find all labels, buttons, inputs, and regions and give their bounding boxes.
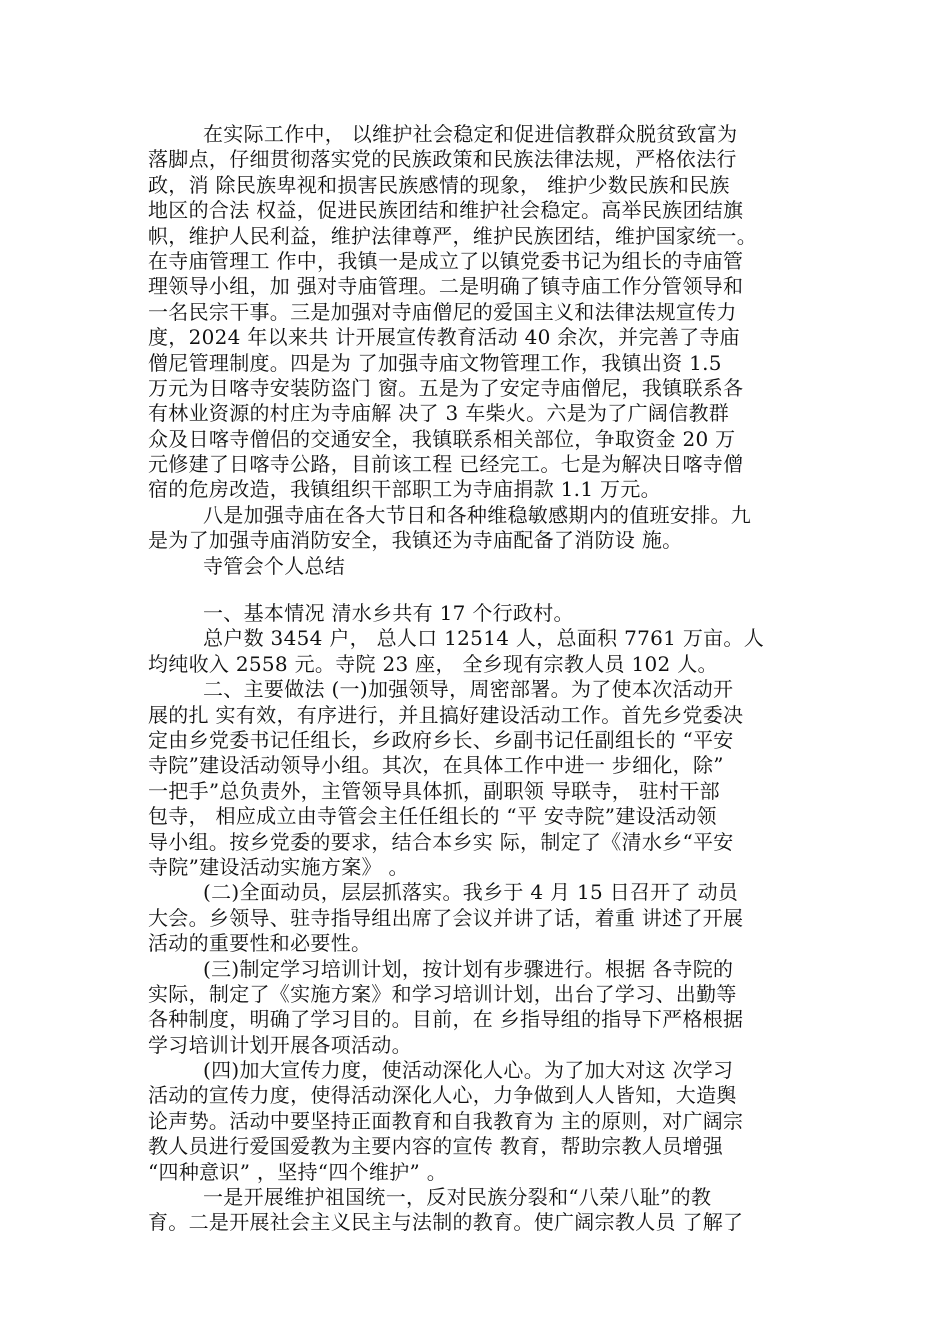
section-heading: 寺管会个人总结 (203, 553, 346, 578)
text-line: 寺院”建设活动实施方案》 。 (148, 854, 409, 879)
text-line: 众及日喀寺僧侣的交通安全，我镇联系相关部位，争取资金 20 万 (148, 426, 736, 451)
text-line: (三)制定学习培训计划，按计划有步骤进行。根据 各寺院的 (203, 956, 734, 981)
text-line: 总户数 3454 户， 总人口 12514 人，总面积 7761 万亩。人 (203, 626, 765, 651)
blank-line (148, 579, 838, 601)
text-line: (二)全面动员，层层抓落实。我乡于 4 月 15 日召开了 动员 (203, 880, 739, 905)
text-line: 活动的重要性和必要性。 (148, 931, 372, 956)
text-line: 理领导小组，加 强对寺庙管理。二是明确了镇寺庙工作分管领导和 (148, 274, 744, 299)
text-line: 均纯收入 2558 元。寺院 23 座， 全乡现有宗教人员 102 人。 (148, 651, 718, 676)
text-line: 实际，制定了《实施方案》和学习培训计划，出台了学习、出勤等 (148, 981, 737, 1006)
text-line: 各种制度，明确了学习目的。目前，在 乡指导组的指导下严格根据 (148, 1007, 744, 1032)
text-line: 有林业资源的村庄为寺庙解 决了 3 车柴火。六是为了广阔信教群 (148, 401, 730, 426)
text-line: 僧尼管理制度。四是为 了加强寺庙文物管理工作，我镇出资 1.5 (148, 350, 722, 375)
text-line: 政，消 除民族卑视和损害民族感情的现象， 维护少数民族和民族 (148, 172, 730, 197)
text-line: 在实际工作中， 以维护社会稳定和促进信教群众脱贫致富为 (203, 122, 738, 146)
text-line: 二、主要做法 (一)加强领导，周密部署。为了使本次活动开 (203, 677, 734, 702)
text-line: 论声势。活动中要坚持正面教育和自我教育为 主的原则，对广阔宗 (148, 1108, 744, 1133)
text-line: 地区的合法 权益，促进民族团结和维护社会稳定。高举民族团结旗 (148, 198, 744, 223)
text-line: 活动的宣传力度，使得活动深化人心，力争做到人人皆知，大造舆 (148, 1083, 737, 1108)
text-line: 万元为日喀寺安装防盗门 窗。五是为了安定寺庙僧尼，我镇联系各 (148, 375, 744, 400)
text-line: 落脚点，仔细贯彻落实党的民族政策和民族法律法规，严格依法行 (148, 147, 737, 172)
text-line: 教人员进行爱国爱教为主要内容的宣传 教育，帮助宗教人员增强 (148, 1134, 724, 1159)
text-line: 育。二是开展社会主义民主与法制的教育。使广阔宗教人员 了解了 (148, 1210, 744, 1235)
text-line: 在寺庙管理工 作中，我镇一是成立了以镇党委书记为组长的寺庙管 (148, 248, 744, 273)
text-line: 一、基本情况 清水乡共有 17 个行政村。 (203, 601, 574, 626)
text-line: 一把手”总负责外，主管领导具体抓，副职领 导联寺， 驻村干部 (148, 778, 720, 803)
text-line: 元修建了日喀寺公路，目前该工程 已经完工。七是为解决日喀寺僧 (148, 452, 744, 477)
text-line: 定由乡党委书记任组长，乡政府乡长、乡副书记任副组长的 “平安 (148, 727, 734, 752)
text-line: 一名民宗干事。三是加强对寺庙僧尼的爱国主义和法律法规宣传力 (148, 299, 737, 324)
text-line: 大会。乡领导、驻寺指导组出席了会议并讲了话，着重 讲述了开展 (148, 905, 744, 930)
text-line: 宿的危房改造，我镇组织干部职工为寺庙捐款 1.1 万元。 (148, 477, 661, 502)
text-line: 包寺， 相应成立由寺管会主任任组长的 “平 安寺院”建设活动领 (148, 804, 717, 829)
text-line: “四种意识” ，坚持“四个维护” 。 (148, 1159, 448, 1184)
text-line: 学习培训计划开展各项活动。 (148, 1032, 412, 1057)
text-line: 八是加强寺庙在各大节日和各种维稳敏感期内的值班安排。九 (203, 502, 752, 527)
text-line: 展的扎 实有效，有序进行，并且搞好建设活动工作。首先乡党委决 (148, 702, 744, 727)
text-line: 帜，维护人民利益，维护法律尊严，维护民族团结，维护国家统一。 (148, 223, 757, 248)
text-line: 是为了加强寺庙消防安全，我镇还为寺庙配备了消防设 施。 (148, 528, 683, 553)
text-line: 一是开展维护祖国统一，反对民族分裂和“八荣八耻”的教 (203, 1185, 712, 1210)
document-body (148, 122, 838, 1236)
text-line: 寺院”建设活动领导小组。其次，在具体工作中进一 步细化，除” (148, 753, 724, 778)
text-line: 导小组。按乡党委的要求，结合本乡实 际，制定了《清水乡“平安 (148, 829, 734, 854)
text-line: 度，2024 年以来共 计开展宣传教育活动 40 余次，并完善了寺庙 (148, 325, 740, 350)
text-line: (四)加大宣传力度，使活动深化人心。为了加大对这 次学习 (203, 1058, 734, 1083)
